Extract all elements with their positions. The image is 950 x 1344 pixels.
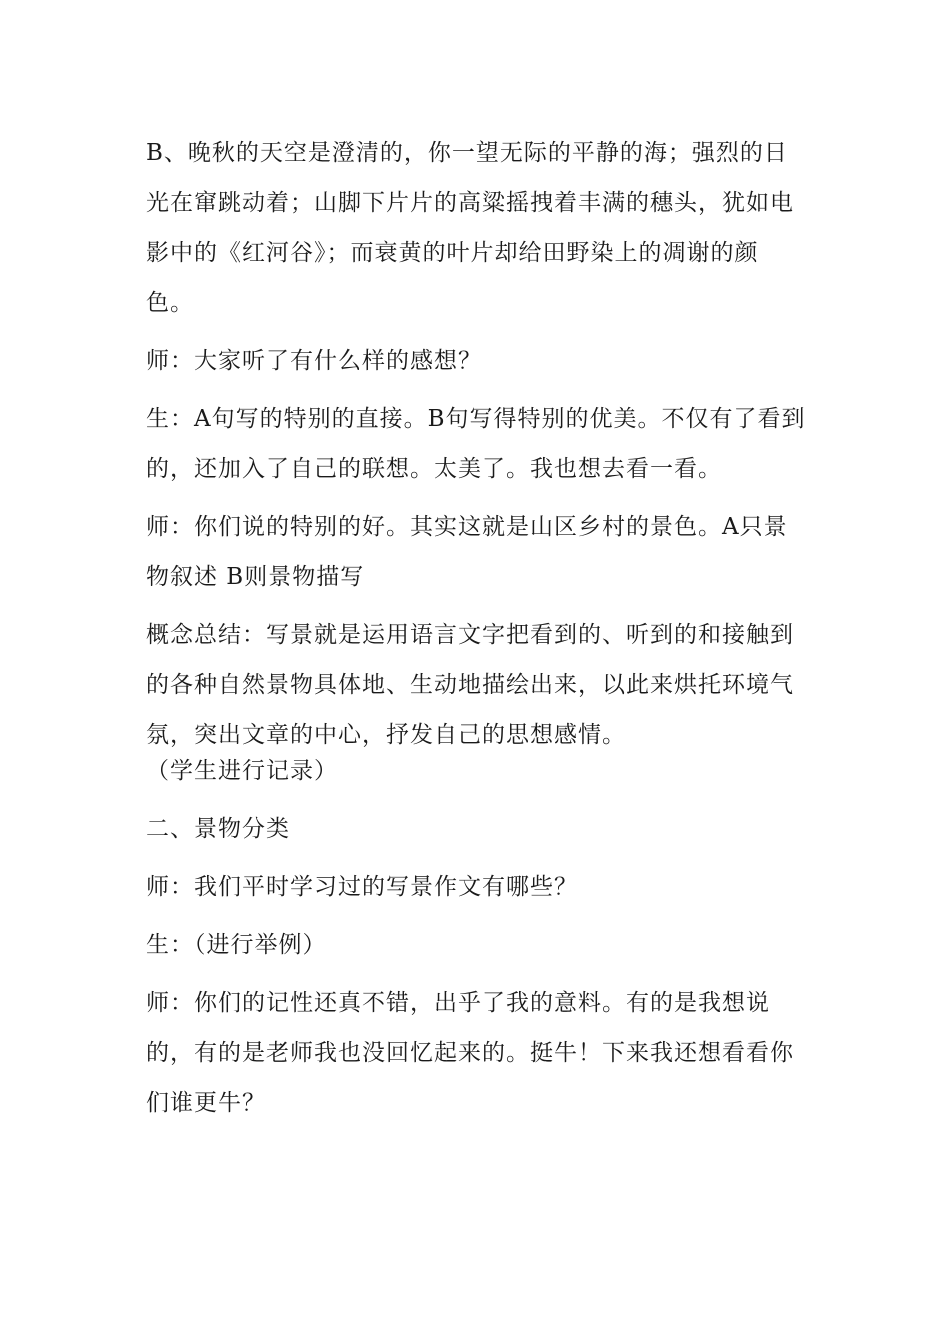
- document-body: [146, 128, 806, 1136]
- paragraph-b-description: B、晚秋的天空是澄清的，你一望无际的平静的海；强烈的日光在窜跳动着；山脚下片片的高粱摇拽着丰满的穗头，犹如电影中的《红河谷》；而衰黄的叶片却给田野染上的凋谢的颜色。: [146, 140, 794, 316]
- paragraph-teacher-ask-examples: 师：我们平时学习过的写景作文有哪些？: [146, 874, 578, 900]
- paragraph-teacher-question: 师：大家听了有什么样的感想？: [146, 348, 482, 374]
- section-heading-scenery-classification: 二、景物分类: [146, 816, 290, 842]
- paragraph-student-answer: 生：A句写的特别的直接。B句写得特别的优美。不仅有了看到的，还加入了自己的联想。太美了。我也想去看一看。: [146, 406, 806, 482]
- paragraph-student-note: （学生进行记录）: [146, 758, 338, 784]
- paragraph-teacher-praise: 师：你们的记性还真不错，出乎了我的意料。有的是我想说的，有的是老师我也没回忆起来的。挺牛！下来我还想看看你们谁更牛？: [146, 990, 794, 1116]
- paragraph-teacher-comment: 师：你们说的特别的好。其实这就是山区乡村的景色。A只景物叙述 B则景物描写: [146, 514, 788, 590]
- paragraph-concept-summary: 概念总结：写景就是运用语言文字把看到的、听到的和接触到的各种自然景物具体地、生动地描绘出来，以此来烘托环境气氛，突出文章的中心，抒发自己的思想感情。: [146, 622, 794, 748]
- paragraph-student-examples: 生：（进行举例）: [146, 932, 327, 958]
